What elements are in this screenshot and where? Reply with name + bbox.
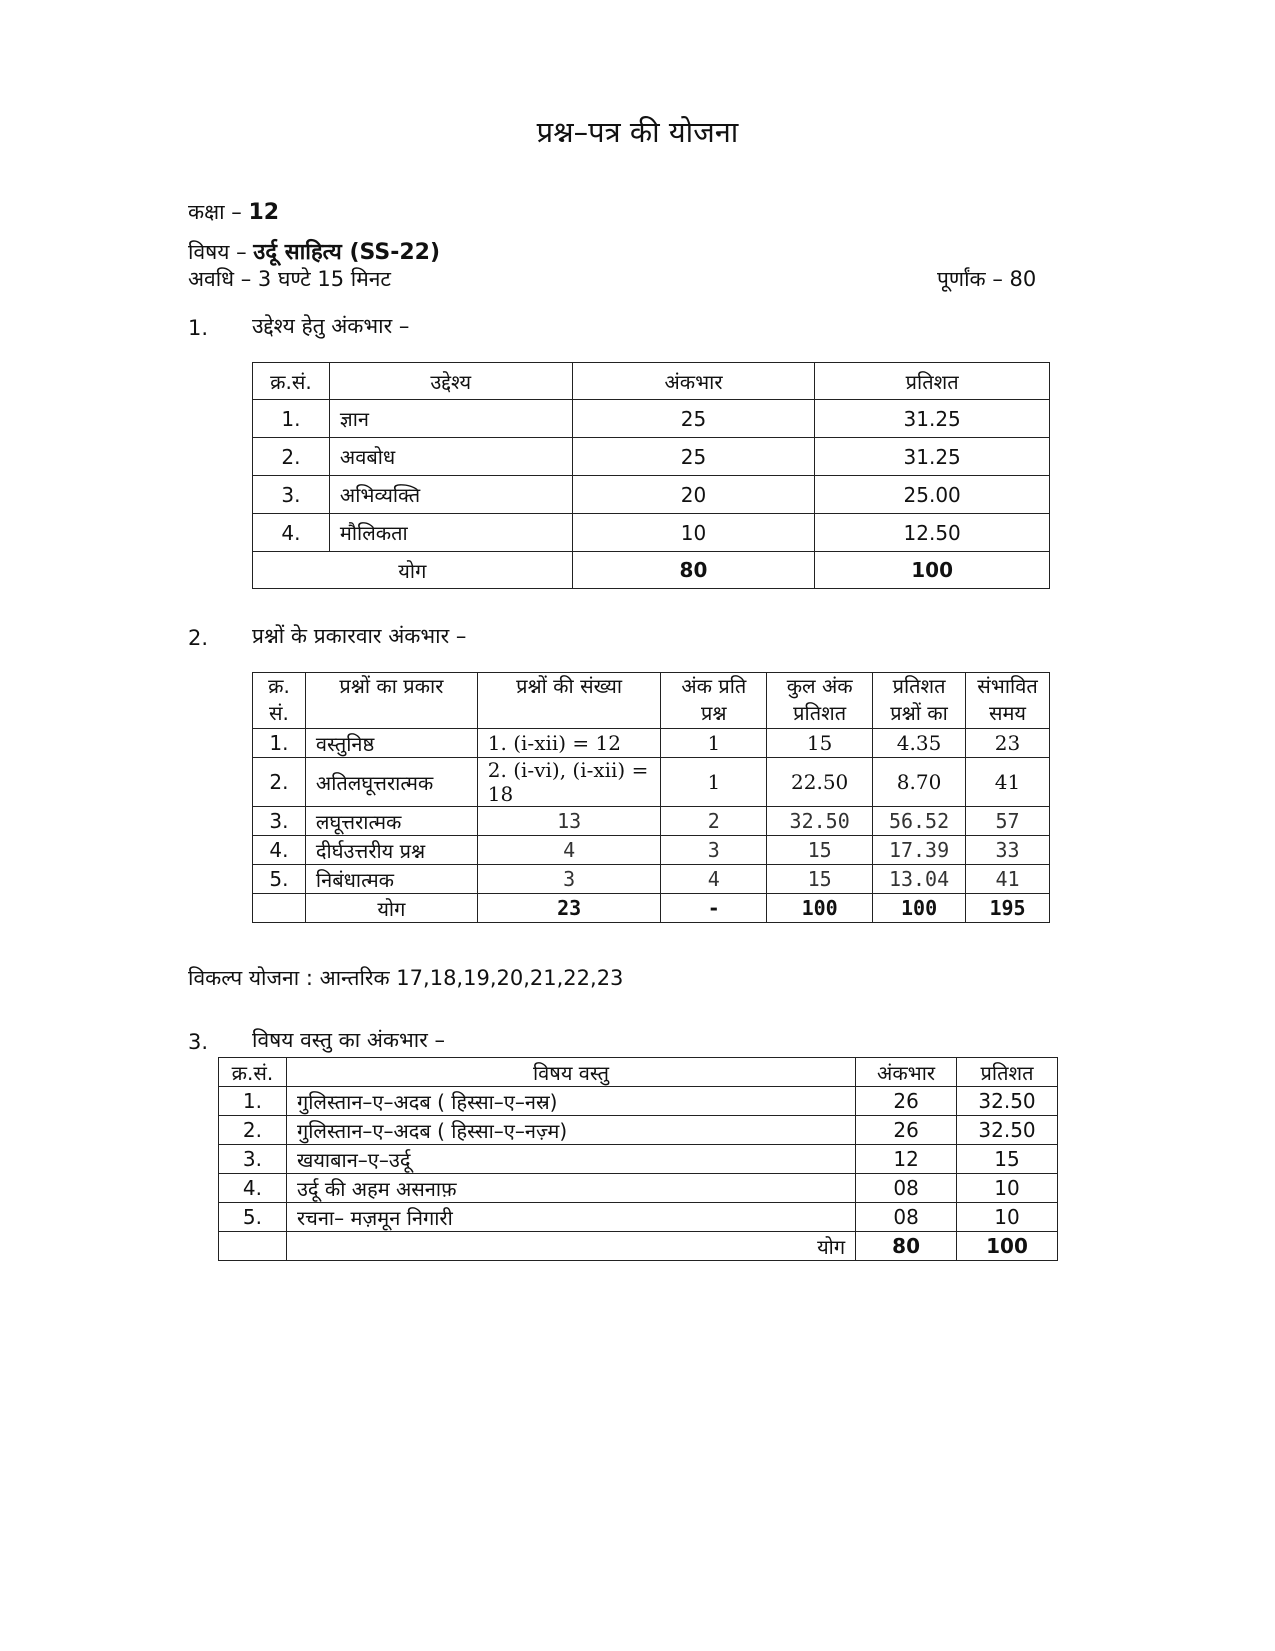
total-marks: 80 [572, 552, 815, 589]
cell-content: गुलिस्तान–ए–अदब ( हिस्सा–ए–नस्र) [286, 1087, 855, 1116]
section3-heading: विषय वस्तु का अंकभार – [252, 1028, 445, 1052]
cell-serial: 4. [219, 1174, 287, 1203]
cell-type: लघूत्तरात्मक [305, 807, 477, 836]
header-cell: अंकभार [856, 1058, 957, 1087]
cell-percent: 12.50 [815, 514, 1050, 552]
header-cell: प्रतिशत [957, 1058, 1058, 1087]
header-cell: उद्देश्य [329, 363, 572, 400]
cell-percent: 13.04 [873, 865, 966, 894]
table-row [219, 1087, 1058, 1116]
cell-time: 23 [966, 729, 1050, 758]
header-cell: प्रतिशत प्रश्नों का [873, 673, 966, 729]
table-row [253, 476, 1050, 514]
cell-marks: 12 [856, 1145, 957, 1174]
section1-heading: उद्देश्य हेतु अंकभार – [252, 314, 410, 338]
total-label: योग [305, 894, 477, 923]
cell-serial: 3. [219, 1145, 287, 1174]
table-row [219, 1174, 1058, 1203]
total-marks-each: - [661, 894, 767, 923]
cell-serial: 2. [253, 438, 330, 476]
total-count: 23 [477, 894, 661, 923]
cell-marks: 26 [856, 1087, 957, 1116]
empty-cell [253, 894, 306, 923]
header-cell: संभावित समय [966, 673, 1050, 729]
total-label: योग [286, 1232, 855, 1261]
header-cell: क्र.सं. [253, 363, 330, 400]
cell-time: 57 [966, 807, 1050, 836]
duration: अवधि – 3 घण्टे 15 मिनट [188, 267, 392, 291]
cell-count: 13 [477, 807, 661, 836]
class-line [188, 198, 279, 226]
cell-type: निबंधात्मक [305, 865, 477, 894]
cell-marks-each: 2 [661, 807, 767, 836]
header-cell: क्र.सं. [219, 1058, 287, 1087]
subject-value: उर्दू साहित्य (SS-22) [253, 240, 441, 265]
cell-objective: मौलिकता [329, 514, 572, 552]
header-cell: प्रश्नों की संख्या [477, 673, 661, 729]
table-row [253, 514, 1050, 552]
cell-percent: 8.70 [873, 758, 966, 807]
cell-time: 41 [966, 758, 1050, 807]
total-row [219, 1232, 1058, 1261]
cell-type: दीर्घउत्तरीय प्रश्न [305, 836, 477, 865]
objective-weightage-table [252, 362, 1050, 589]
cell-count: 4 [477, 836, 661, 865]
cell-percent: 32.50 [957, 1087, 1058, 1116]
section2-heading: प्रश्नों के प्रकारवार अंकभार – [252, 624, 467, 648]
cell-time: 33 [966, 836, 1050, 865]
cell-percent: 17.39 [873, 836, 966, 865]
table-row [253, 865, 1050, 894]
cell-content: उर्दू की अहम असनाफ़ [286, 1174, 855, 1203]
cell-total-marks: 32.50 [767, 807, 873, 836]
header-cell: अंक प्रति प्रश्न [661, 673, 767, 729]
full-marks: पूर्णांक – 80 [937, 267, 1037, 291]
total-marks: 80 [856, 1232, 957, 1261]
cell-content: रचना– मज़मून निगारी [286, 1203, 855, 1232]
section3-number: 3. [188, 1030, 209, 1054]
cell-percent: 4.35 [873, 729, 966, 758]
header-cell: क्र. सं. [253, 673, 306, 729]
header-cell: अंकभार [572, 363, 815, 400]
cell-total-marks: 15 [767, 865, 873, 894]
table-header-row [219, 1058, 1058, 1087]
cell-marks: 25 [572, 400, 815, 438]
cell-marks: 08 [856, 1203, 957, 1232]
class-label: कक्षा – [188, 200, 242, 224]
cell-serial: 1. [219, 1087, 287, 1116]
table-row [219, 1116, 1058, 1145]
cell-percent: 56.52 [873, 807, 966, 836]
cell-count: 1. (i-xii) = 12 [477, 729, 661, 758]
page-title: प्रश्न–पत्र की योजना [536, 115, 739, 149]
cell-marks-each: 3 [661, 836, 767, 865]
total-percent: 100 [957, 1232, 1058, 1261]
cell-serial: 3. [253, 476, 330, 514]
cell-type: वस्तुनिष्ठ [305, 729, 477, 758]
table-header-row [253, 363, 1050, 400]
table-row [253, 807, 1050, 836]
total-marks: 100 [767, 894, 873, 923]
cell-content: गुलिस्तान–ए–अदब ( हिस्सा–ए–नज़्म) [286, 1116, 855, 1145]
header-cell: कुल अंक प्रतिशत [767, 673, 873, 729]
cell-time: 41 [966, 865, 1050, 894]
cell-objective: अवबोध [329, 438, 572, 476]
cell-count: 2. (i-vi), (i-xii) = 18 [477, 758, 661, 807]
cell-percent: 10 [957, 1174, 1058, 1203]
cell-percent: 31.25 [815, 400, 1050, 438]
cell-serial: 2. [219, 1116, 287, 1145]
cell-serial: 3. [253, 807, 306, 836]
cell-serial: 2. [253, 758, 306, 807]
cell-content: खयाबान–ए–उर्दू [286, 1145, 855, 1174]
cell-percent: 15 [957, 1145, 1058, 1174]
cell-serial: 1. [253, 400, 330, 438]
cell-type: अतिलघूत्तरात्मक [305, 758, 477, 807]
cell-marks: 10 [572, 514, 815, 552]
table-row [253, 400, 1050, 438]
cell-marks: 26 [856, 1116, 957, 1145]
total-time: 195 [966, 894, 1050, 923]
empty-cell [219, 1232, 287, 1261]
cell-marks: 08 [856, 1174, 957, 1203]
cell-serial: 4. [253, 836, 306, 865]
cell-marks-each: 1 [661, 758, 767, 807]
total-row [253, 552, 1050, 589]
table-header-row [253, 673, 1050, 729]
cell-percent: 31.25 [815, 438, 1050, 476]
total-label: योग [253, 552, 573, 589]
header-cell: प्रतिशत [815, 363, 1050, 400]
cell-serial: 5. [253, 865, 306, 894]
cell-total-marks: 22.50 [767, 758, 873, 807]
total-percent: 100 [873, 894, 966, 923]
cell-marks-each: 4 [661, 865, 767, 894]
cell-serial: 1. [253, 729, 306, 758]
table-row [253, 758, 1050, 807]
total-row [253, 894, 1050, 923]
table-row [253, 438, 1050, 476]
table-row [253, 729, 1050, 758]
cell-objective: ज्ञान [329, 400, 572, 438]
section1-number: 1. [188, 316, 209, 340]
cell-percent: 25.00 [815, 476, 1050, 514]
cell-percent: 32.50 [957, 1116, 1058, 1145]
header-cell: प्रश्नों का प्रकार [305, 673, 477, 729]
total-percent: 100 [815, 552, 1050, 589]
cell-serial: 4. [253, 514, 330, 552]
cell-marks-each: 1 [661, 729, 767, 758]
cell-total-marks: 15 [767, 836, 873, 865]
cell-marks: 25 [572, 438, 815, 476]
class-value: 12 [248, 200, 280, 225]
cell-percent: 10 [957, 1203, 1058, 1232]
option-plan: विकल्प योजना : आन्तरिक 17,18,19,20,21,22,23 [188, 966, 624, 990]
subject-line [188, 236, 440, 266]
table-row [219, 1145, 1058, 1174]
table-row [253, 836, 1050, 865]
cell-objective: अभिव्यक्ति [329, 476, 572, 514]
cell-count: 3 [477, 865, 661, 894]
content-weightage-table [218, 1057, 1058, 1261]
section2-number: 2. [188, 626, 209, 650]
subject-label: विषय – [188, 240, 247, 264]
cell-marks: 20 [572, 476, 815, 514]
question-type-table [252, 672, 1050, 923]
cell-total-marks: 15 [767, 729, 873, 758]
header-cell: विषय वस्तु [286, 1058, 855, 1087]
cell-serial: 5. [219, 1203, 287, 1232]
table-row [219, 1203, 1058, 1232]
